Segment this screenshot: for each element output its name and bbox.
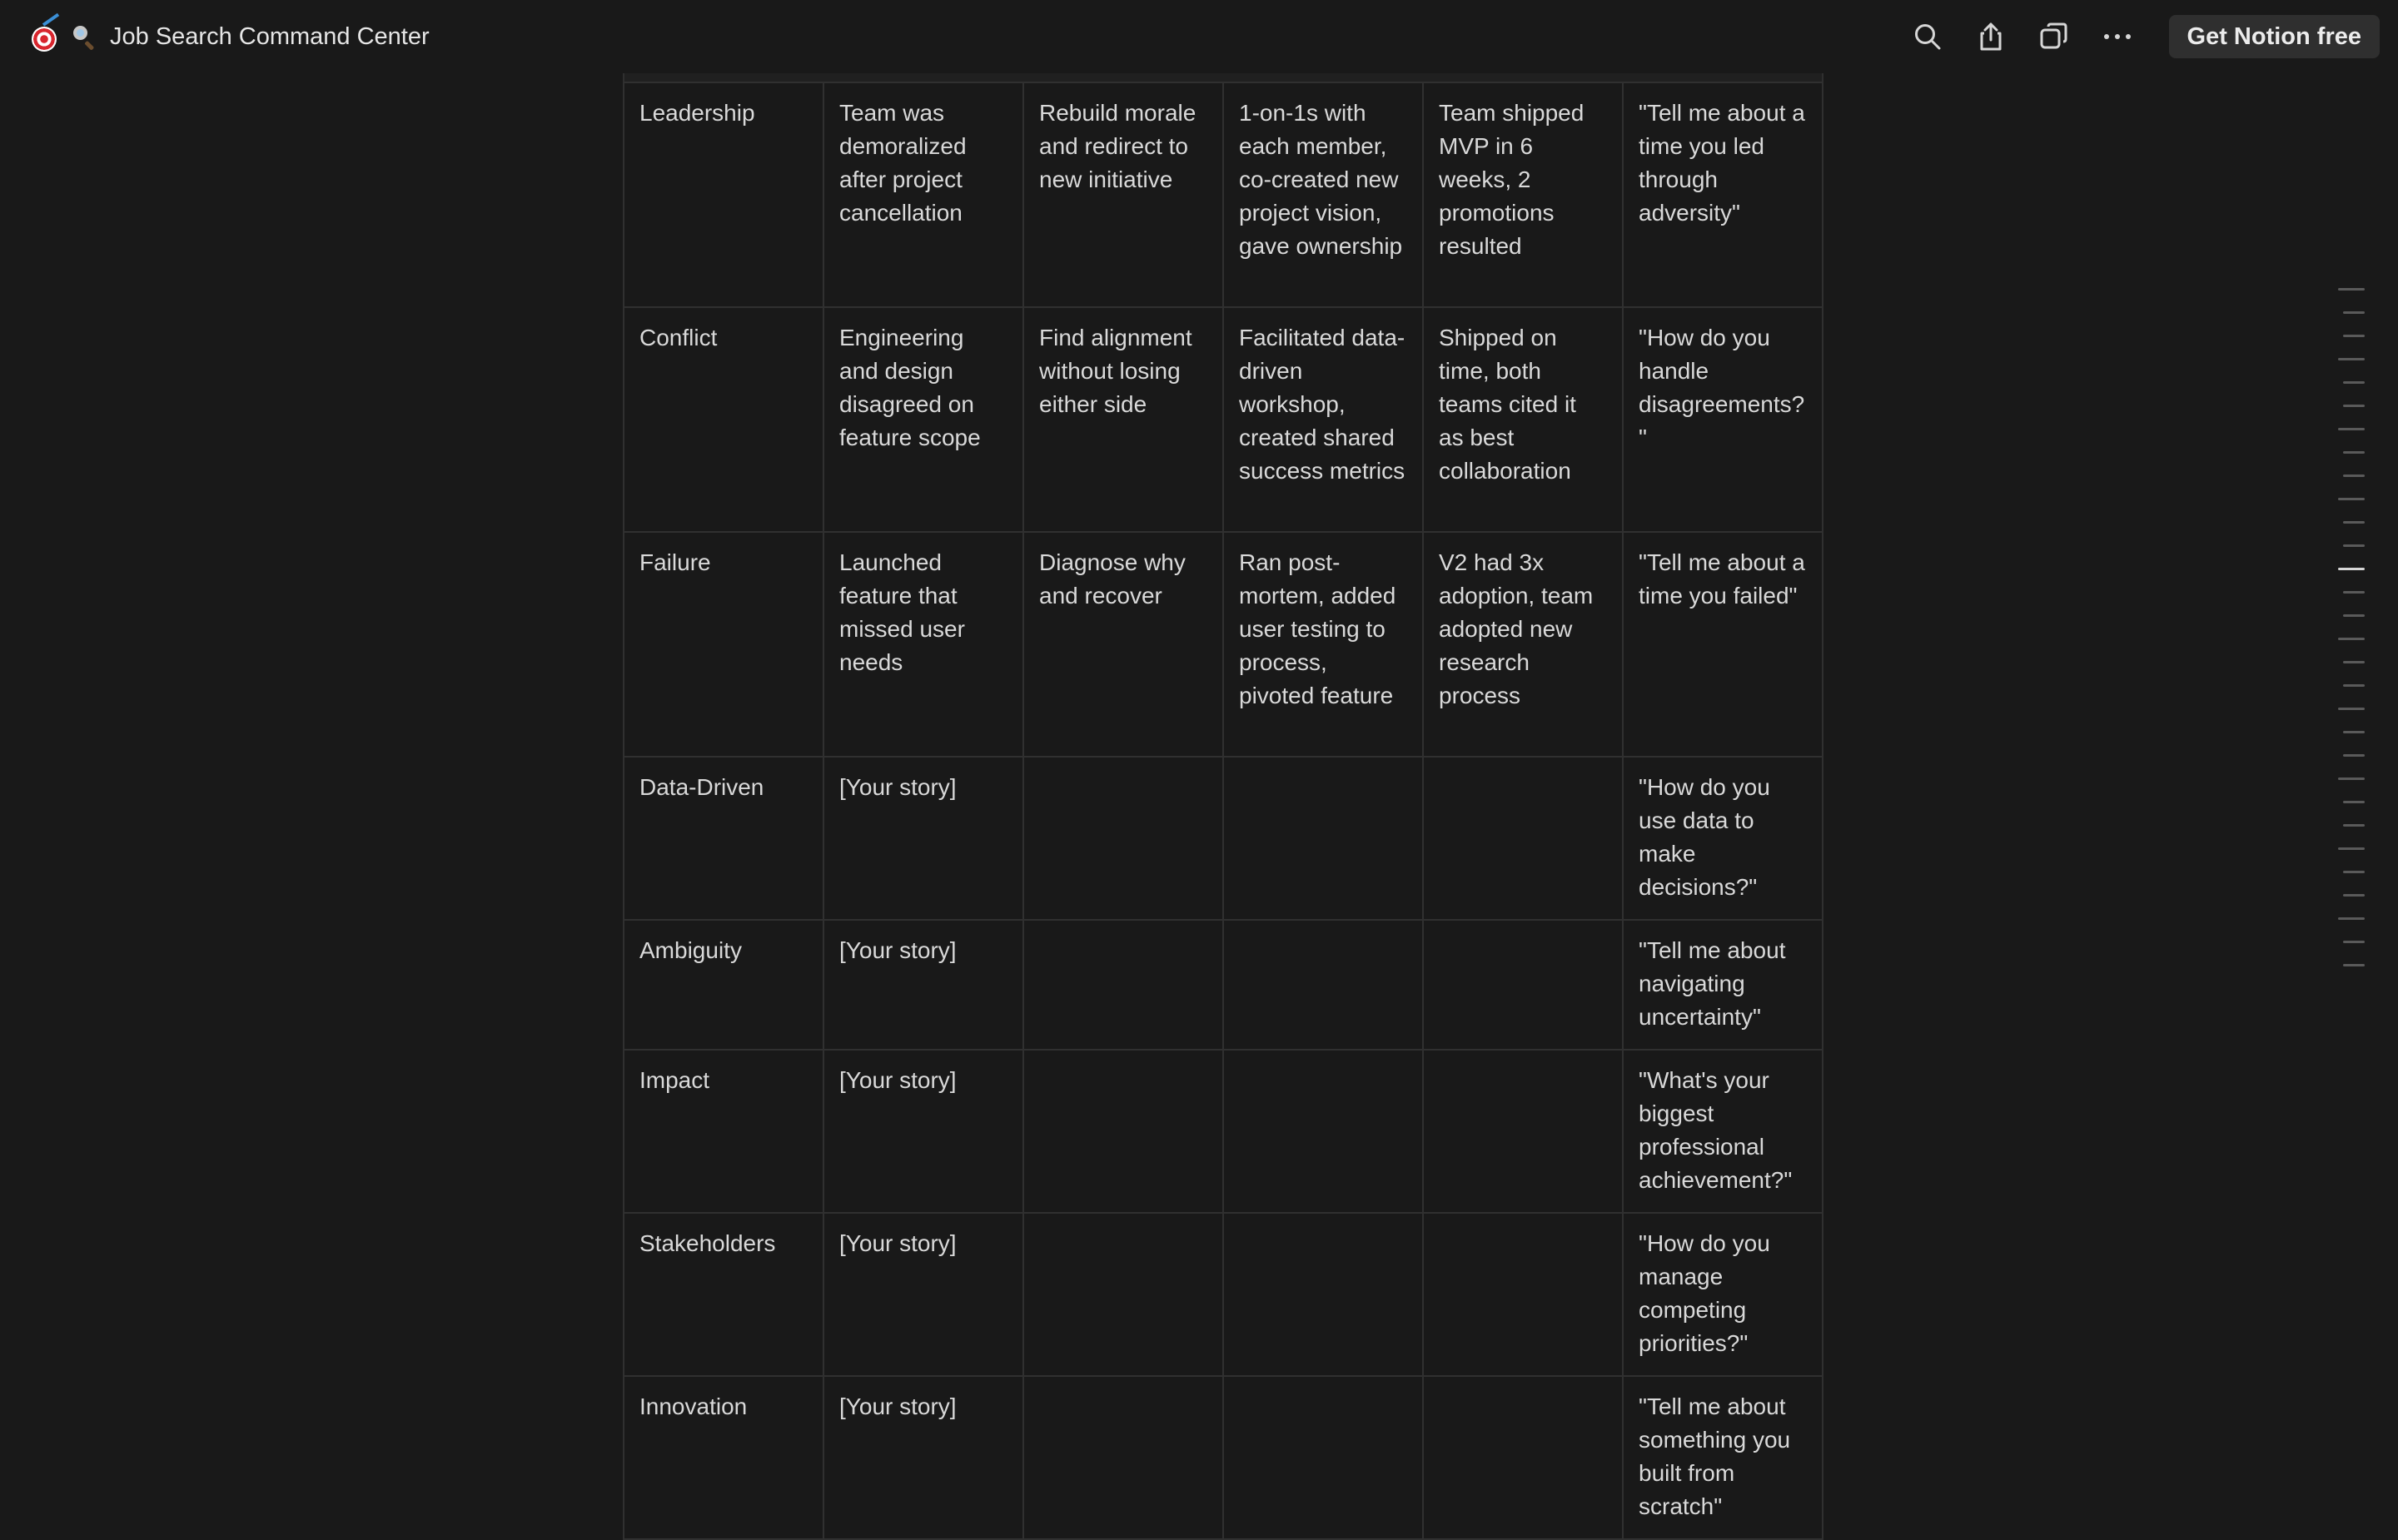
- cell-question[interactable]: "Tell me about something you built from scratch": [1623, 1376, 1823, 1539]
- table-row: [624, 307, 1823, 532]
- outline-tick[interactable]: [2343, 614, 2365, 617]
- outline-tick[interactable]: [2343, 474, 2365, 477]
- cell-question[interactable]: "Tell me about a time you led through adversity": [1623, 82, 1823, 307]
- cell-question[interactable]: "How do you handle disagreements?": [1623, 307, 1823, 532]
- cell-situation[interactable]: [Your story]: [823, 920, 1023, 1050]
- table-row: [624, 1376, 1823, 1539]
- cell-competency[interactable]: Ambiguity: [624, 920, 823, 1050]
- cell-competency[interactable]: Failure: [624, 532, 823, 757]
- outline-tick[interactable]: [2338, 288, 2365, 291]
- outline-tick[interactable]: [2343, 871, 2365, 873]
- outline-tick[interactable]: [2343, 824, 2365, 827]
- duplicate-icon[interactable]: [2037, 20, 2071, 53]
- cell-question[interactable]: "Tell me about navigating uncertainty": [1623, 920, 1823, 1050]
- cell-result[interactable]: Shipped on time, both teams cited it as best collaboration: [1423, 307, 1623, 532]
- cell-situation[interactable]: Team was demoralized after project cancellation: [823, 82, 1023, 307]
- cell-competency[interactable]: Leadership: [624, 82, 823, 307]
- outline-tick[interactable]: [2343, 684, 2365, 687]
- cell-competency[interactable]: Data-Driven: [624, 757, 823, 920]
- cell-task[interactable]: [1023, 757, 1223, 920]
- outline-tick[interactable]: [2343, 381, 2365, 384]
- cell-task[interactable]: [1023, 1213, 1223, 1376]
- cell-action[interactable]: Ran post-mortem, added user testing to process, pivoted feature: [1223, 532, 1423, 757]
- cell-situation[interactable]: [Your story]: [823, 1050, 1023, 1213]
- more-icon[interactable]: [2101, 20, 2134, 53]
- cell-task[interactable]: Diagnose why and recover: [1023, 532, 1223, 757]
- page-title[interactable]: Job Search Command Center: [110, 22, 430, 50]
- outline-tick[interactable]: [2338, 428, 2365, 430]
- target-icon: [32, 27, 57, 52]
- cell-result[interactable]: V2 had 3x adoption, team adopted new research process: [1423, 532, 1623, 757]
- outline-tick[interactable]: [2343, 451, 2365, 454]
- magnifier-icon: [72, 24, 97, 49]
- cell-situation[interactable]: Engineering and design disagreed on feature scope: [823, 307, 1023, 532]
- cell-task[interactable]: Rebuild morale and redirect to new initiative: [1023, 82, 1223, 307]
- cell-action[interactable]: [1223, 920, 1423, 1050]
- cell-result[interactable]: [1423, 1050, 1623, 1213]
- outline-tick[interactable]: [2343, 731, 2365, 733]
- story-table: [623, 82, 1823, 1540]
- cell-task[interactable]: [1023, 1376, 1223, 1539]
- outline-tick[interactable]: [2343, 405, 2365, 407]
- top-bar: [0, 0, 2398, 73]
- cell-competency[interactable]: Innovation: [624, 1376, 823, 1539]
- table-row: [624, 757, 1823, 920]
- cell-situation[interactable]: [Your story]: [823, 1213, 1023, 1376]
- table-row: [624, 532, 1823, 757]
- outline-tick[interactable]: [2343, 801, 2365, 803]
- breadcrumb[interactable]: [32, 18, 430, 55]
- outline-tick[interactable]: [2343, 661, 2365, 663]
- cell-action[interactable]: [1223, 1213, 1423, 1376]
- outline-tick[interactable]: [2338, 498, 2365, 500]
- cell-result[interactable]: [1423, 1213, 1623, 1376]
- get-notion-free-button[interactable]: Get Notion free: [2169, 15, 2380, 58]
- cell-action[interactable]: Facilitated data-driven workshop, created shared success metrics: [1223, 307, 1423, 532]
- cell-action[interactable]: [1223, 1050, 1423, 1213]
- outline-tick[interactable]: [2338, 917, 2365, 920]
- cell-result[interactable]: Team shipped MVP in 6 weeks, 2 promotions resulted: [1423, 82, 1623, 307]
- outline-tick[interactable]: [2343, 754, 2365, 757]
- outline-tick[interactable]: [2343, 335, 2365, 337]
- outline-tick[interactable]: [2338, 708, 2365, 710]
- cell-action[interactable]: [1223, 757, 1423, 920]
- cell-competency[interactable]: Impact: [624, 1050, 823, 1213]
- outline-tick[interactable]: [2338, 777, 2365, 780]
- cell-question[interactable]: "Tell me about a time you failed": [1623, 532, 1823, 757]
- header-actions: [1911, 15, 2380, 58]
- cell-competency[interactable]: Stakeholders: [624, 1213, 823, 1376]
- outline-tick[interactable]: [2343, 521, 2365, 524]
- table-row: [624, 920, 1823, 1050]
- cell-competency[interactable]: Conflict: [624, 307, 823, 532]
- outline-tick[interactable]: [2343, 894, 2365, 897]
- outline-tick[interactable]: [2343, 591, 2365, 594]
- outline-tick[interactable]: [2343, 311, 2365, 314]
- outline-tick[interactable]: [2338, 638, 2365, 640]
- outline-tick[interactable]: [2343, 964, 2365, 966]
- table-row: [624, 1213, 1823, 1376]
- cell-question[interactable]: "What's your biggest professional achievement?": [1623, 1050, 1823, 1213]
- outline-tick[interactable]: [2343, 544, 2365, 547]
- table-row: [624, 1050, 1823, 1213]
- behavioral-story-table: [623, 70, 1823, 1540]
- cell-result[interactable]: [1423, 757, 1623, 920]
- cell-situation[interactable]: [Your story]: [823, 1376, 1023, 1539]
- cell-task[interactable]: [1023, 1050, 1223, 1213]
- page-icon: [32, 22, 97, 52]
- cell-task[interactable]: Find alignment without losing either side: [1023, 307, 1223, 532]
- page-outline[interactable]: [2338, 288, 2368, 987]
- outline-tick[interactable]: [2338, 847, 2365, 850]
- cell-task[interactable]: [1023, 920, 1223, 1050]
- cell-question[interactable]: "How do you use data to make decisions?": [1623, 757, 1823, 920]
- cell-question[interactable]: "How do you manage competing priorities?": [1623, 1213, 1823, 1376]
- cell-situation[interactable]: [Your story]: [823, 757, 1023, 920]
- cell-result[interactable]: [1423, 1376, 1623, 1539]
- outline-tick[interactable]: [2343, 941, 2365, 943]
- outline-tick[interactable]: [2338, 358, 2365, 360]
- search-icon[interactable]: [1911, 20, 1944, 53]
- outline-tick[interactable]: [2338, 568, 2365, 570]
- cell-action[interactable]: 1-on-1s with each member, co-created new project vision, gave ownership: [1223, 82, 1423, 307]
- share-icon[interactable]: [1974, 20, 2007, 53]
- table-row: [624, 82, 1823, 307]
- cell-action[interactable]: [1223, 1376, 1423, 1539]
- cell-result[interactable]: [1423, 920, 1623, 1050]
- cell-situation[interactable]: Launched feature that missed user needs: [823, 532, 1023, 757]
